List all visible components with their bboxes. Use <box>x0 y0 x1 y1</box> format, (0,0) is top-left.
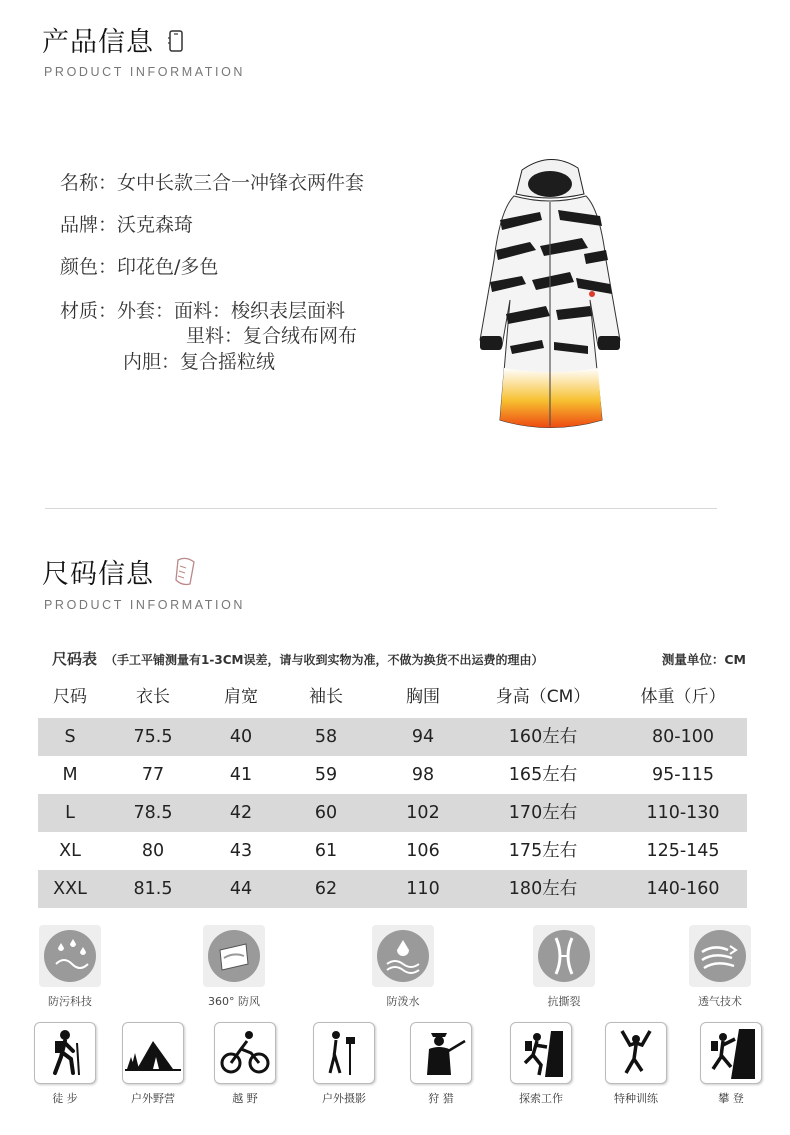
table-row <box>38 756 747 794</box>
brand-value: 沃克森琦 <box>117 214 194 236</box>
tech-feature-label: 透气技术 <box>698 995 742 1008</box>
size-table-note: （手工平铺测量有1-3CM误差，请与收到实物为准，不做为换货不出运费的理由） <box>105 653 544 667</box>
activity-item <box>603 1022 669 1106</box>
size-table-name: 尺码表 <box>52 650 98 668</box>
header-cell: 肩宽 <box>224 687 258 707</box>
table-cell: 62 <box>314 879 338 899</box>
tear-resistant-icon <box>533 925 595 987</box>
hunting-icon <box>410 1022 472 1084</box>
header-cell: 身高（CM） <box>495 687 591 707</box>
inner-label: 内胆： <box>123 351 181 373</box>
photography-icon <box>313 1022 375 1084</box>
table-cell: 175左右 <box>508 841 578 861</box>
face-label: 面料： <box>174 300 232 322</box>
table-row <box>38 794 747 832</box>
size-table-caption <box>52 648 752 669</box>
table-cell: 95-115 <box>652 765 714 785</box>
table-cell: M <box>62 765 78 785</box>
table-cell: 75.5 <box>133 727 173 747</box>
table-cell: 110-130 <box>646 803 720 823</box>
table-cell: 180左右 <box>508 879 578 899</box>
hiking-icon <box>34 1022 96 1084</box>
table-cell: 98 <box>411 765 435 785</box>
table-cell: 80-100 <box>652 727 714 747</box>
tech-feature <box>529 925 599 1009</box>
name-value: 女中长款三合一冲锋衣两件套 <box>117 172 365 194</box>
product-info-title: 产品信息 <box>42 27 154 58</box>
activity-item <box>408 1022 474 1106</box>
jacket-product-image <box>470 150 630 435</box>
windproof-icon <box>203 925 265 987</box>
table-cell: 40 <box>229 727 253 747</box>
header-cell: 衣长 <box>136 687 170 707</box>
table-cell: 102 <box>406 803 440 823</box>
name-label: 名称： <box>60 172 118 194</box>
product-color-line <box>60 252 218 279</box>
brand-label: 品牌： <box>60 214 118 236</box>
inner-value: 复合摇粒绒 <box>180 351 276 373</box>
table-cell: 94 <box>411 727 435 747</box>
camping-icon <box>122 1022 184 1084</box>
activity-label: 狩 猎 <box>428 1092 454 1105</box>
tech-feature-label: 抗撕裂 <box>547 995 581 1008</box>
header-cell: 尺码 <box>53 687 87 707</box>
tech-feature-label: 360° 防风 <box>208 995 260 1008</box>
size-table-unit: 测量单位：CM <box>661 652 746 667</box>
table-row <box>38 718 747 756</box>
activity-label: 户外摄影 <box>322 1092 366 1105</box>
table-cell: 43 <box>229 841 253 861</box>
measuring-tape-icon <box>172 556 198 586</box>
table-cell: L <box>65 803 75 823</box>
header-cell: 体重（斤） <box>640 687 726 707</box>
table-cell: 61 <box>314 841 338 861</box>
table-row <box>38 832 747 870</box>
activity-label: 探索工作 <box>519 1092 563 1105</box>
stain-proof-icon <box>39 925 101 987</box>
table-cell: 60 <box>314 803 338 823</box>
tech-feature <box>368 925 438 1009</box>
color-label: 颜色： <box>60 256 118 278</box>
table-cell: 41 <box>229 765 253 785</box>
size-table <box>38 680 747 908</box>
activity-item <box>212 1022 278 1106</box>
tech-feature <box>199 925 269 1009</box>
table-cell: 110 <box>406 879 440 899</box>
activity-item <box>120 1022 186 1106</box>
phone-icon <box>166 30 186 52</box>
activity-label: 户外野营 <box>131 1092 175 1105</box>
product-material-line <box>60 296 345 323</box>
lining-label: 里料： <box>186 325 244 347</box>
table-cell: 80 <box>141 841 165 861</box>
table-cell: 170左右 <box>508 803 578 823</box>
header-cell: 胸围 <box>406 687 440 707</box>
table-cell: 59 <box>314 765 338 785</box>
tech-feature-label: 防泼水 <box>386 995 420 1008</box>
lining-value: 复合绒布网布 <box>243 325 358 347</box>
outer-label: 外套： <box>117 300 175 322</box>
product-brand-line <box>60 210 193 237</box>
activity-label: 徒 步 <box>52 1092 78 1105</box>
material-label: 材质： <box>60 300 118 322</box>
table-row <box>38 870 747 908</box>
table-cell: 106 <box>406 841 440 861</box>
table-cell: XL <box>59 841 81 861</box>
tech-feature-label: 防污科技 <box>48 995 92 1008</box>
size-info-subtitle: PRODUCT INFORMATION <box>44 598 246 612</box>
activity-label: 特种训练 <box>614 1092 658 1105</box>
activity-item <box>698 1022 764 1106</box>
activity-label: 越 野 <box>232 1092 258 1105</box>
face-value: 梭织表层面料 <box>231 300 346 322</box>
tech-feature <box>35 925 105 1009</box>
product-lining-line <box>186 321 357 348</box>
tech-feature <box>685 925 755 1009</box>
table-cell: XXL <box>53 879 87 899</box>
table-cell: 165左右 <box>508 765 578 785</box>
table-cell: 78.5 <box>133 803 173 823</box>
exploring-icon <box>510 1022 572 1084</box>
climbing-icon <box>700 1022 762 1084</box>
breathable-icon <box>689 925 751 987</box>
table-cell: 81.5 <box>133 879 173 899</box>
table-cell: 140-160 <box>646 879 720 899</box>
table-cell: S <box>64 727 76 747</box>
section-divider <box>45 508 717 509</box>
water-repellent-icon <box>372 925 434 987</box>
color-value: 印花色/多色 <box>117 256 219 278</box>
activity-label: 攀 登 <box>718 1092 744 1105</box>
cycling-icon <box>214 1022 276 1084</box>
table-cell: 44 <box>229 879 253 899</box>
activity-item <box>311 1022 377 1106</box>
training-icon <box>605 1022 667 1084</box>
product-info-subtitle: PRODUCT INFORMATION <box>44 65 246 79</box>
product-name-line <box>60 168 364 195</box>
activity-item <box>508 1022 574 1106</box>
size-info-title: 尺码信息 <box>42 559 154 590</box>
table-cell: 42 <box>229 803 253 823</box>
activity-item <box>32 1022 98 1106</box>
size-table-header <box>38 680 747 718</box>
header-cell: 袖长 <box>309 687 343 707</box>
table-cell: 77 <box>141 765 165 785</box>
table-cell: 160左右 <box>508 727 578 747</box>
product-inner-line <box>123 347 275 374</box>
table-cell: 125-145 <box>646 841 720 861</box>
table-cell: 58 <box>314 727 338 747</box>
